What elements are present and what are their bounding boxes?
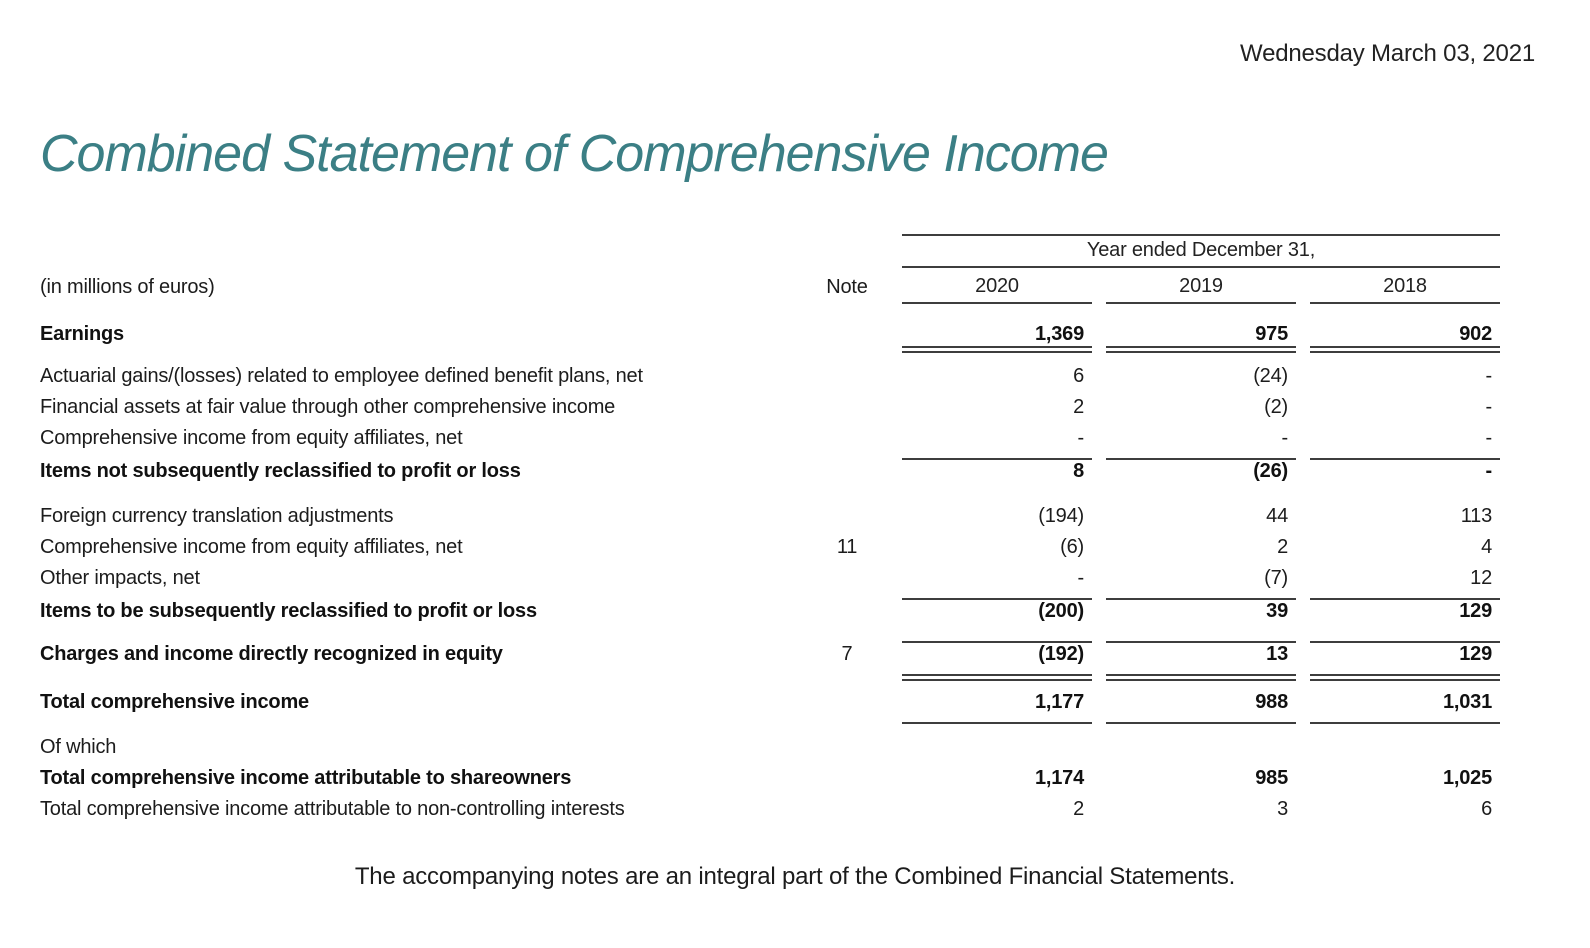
double-rule-row	[40, 346, 1500, 353]
row-label: Comprehensive income from equity affiliates, net	[40, 427, 463, 449]
cell-2018: 12	[1470, 567, 1492, 589]
page-title: Combined Statement of Comprehensive Income	[40, 125, 1108, 183]
row-label: Comprehensive income from equity affiliates, net	[40, 536, 463, 558]
cell-2018: 129	[1459, 643, 1492, 665]
rule-segment	[1310, 346, 1500, 353]
rule-segment	[1310, 722, 1500, 724]
row-label: Earnings	[40, 323, 124, 345]
rule-segment	[902, 674, 1092, 681]
rule-segment	[1310, 674, 1500, 681]
cell-2020: 1,177	[1034, 691, 1084, 713]
row-label: Total comprehensive income attributable to non-controlling interests	[40, 798, 625, 820]
table-row-equity-affiliates-r	[40, 536, 1500, 567]
row-label: Items not subsequently reclassified to profit or loss	[40, 460, 521, 482]
cell-2019: 988	[1255, 691, 1288, 713]
cell-2019: 13	[1266, 643, 1288, 665]
single-rule-row	[40, 722, 1500, 724]
cell-2019: 2	[1277, 536, 1288, 558]
double-rule-row	[40, 674, 1500, 681]
rule-segment	[902, 722, 1092, 724]
cell-2018: 1,031	[1442, 691, 1492, 713]
table-row-items-to-be-reclassified	[40, 600, 1500, 631]
table-row-of-which	[40, 736, 1500, 767]
cell-2019: 3	[1277, 798, 1288, 820]
cell-2020: 2	[1073, 798, 1084, 820]
row-label: Total comprehensive income attributable to shareowners	[40, 767, 572, 789]
unit-label: (in millions of euros)	[40, 276, 215, 298]
row-label: Actuarial gains/(losses) related to employee defined benefit plans, net	[40, 365, 643, 387]
period-header-row	[40, 234, 1500, 268]
cell-2018: 129	[1459, 600, 1492, 622]
year-header-2018: 2018	[1310, 275, 1500, 304]
row-label: Items to be subsequently reclassified to profit or loss	[40, 600, 537, 622]
cell-2020: (6)	[1060, 536, 1084, 558]
cell-2019: 39	[1266, 600, 1288, 622]
rule-segment	[1106, 674, 1296, 681]
row-label: Total comprehensive income	[40, 691, 309, 713]
table-row-attributable-shareowners	[40, 767, 1500, 798]
cell-2020: 2	[1073, 396, 1084, 418]
cell-2020: -	[1077, 567, 1084, 589]
cell-2018: -	[1485, 427, 1492, 449]
document-date: Wednesday March 03, 2021	[1240, 40, 1535, 67]
table-row-total-comprehensive-income	[40, 691, 1500, 722]
year-header-2019: 2019	[1106, 275, 1296, 304]
period-header: Year ended December 31,	[902, 234, 1500, 268]
cell-2019: 985	[1255, 767, 1288, 789]
comprehensive-income-table	[40, 234, 1500, 829]
cell-2020: 1,174	[1034, 767, 1084, 789]
table-row-items-not-reclassified	[40, 460, 1500, 491]
cell-2018: 4	[1481, 536, 1492, 558]
cell-2020: -	[1077, 427, 1084, 449]
cell-2019: 975	[1255, 323, 1288, 345]
row-label: Foreign currency translation adjustments	[40, 505, 394, 527]
cell-2018: -	[1485, 460, 1492, 482]
table-row-actuarial	[40, 365, 1500, 396]
table-row-other-impacts	[40, 567, 1500, 598]
rule-segment	[1106, 722, 1296, 724]
cell-2018: -	[1485, 396, 1492, 418]
accompanying-notes-text: The accompanying notes are an integral part of the Combined Financial Statements.	[354, 863, 1236, 890]
column-header-row	[40, 268, 1500, 304]
row-label: Of which	[40, 736, 117, 758]
rule-segment	[1106, 346, 1296, 353]
cell-2018: 6	[1481, 798, 1492, 820]
cell-2019: (24)	[1253, 365, 1288, 387]
cell-2019: 44	[1266, 505, 1288, 527]
cell-2018: 1,025	[1442, 767, 1492, 789]
table-row-foreign-currency	[40, 505, 1500, 536]
table-row-charges-income-equity	[40, 643, 1500, 674]
cell-2020: 6	[1073, 365, 1084, 387]
cell-2019: (26)	[1253, 460, 1288, 482]
cell-2018: 902	[1459, 323, 1492, 345]
cell-2020: (200)	[1038, 600, 1084, 622]
cell-2020: (192)	[1038, 643, 1084, 665]
cell-2020: (194)	[1038, 505, 1084, 527]
row-note: 11	[836, 536, 858, 558]
table-row-attributable-non-controlling	[40, 798, 1500, 829]
row-note: 7	[841, 643, 853, 665]
row-label: Financial assets at fair value through other comprehensive income	[40, 396, 616, 418]
year-header-2020: 2020	[902, 275, 1092, 304]
table-row-equity-affiliates-nr	[40, 427, 1500, 458]
row-label: Charges and income directly recognized in equity	[40, 643, 503, 665]
row-label: Other impacts, net	[40, 567, 200, 589]
note-column-header: Note	[826, 276, 868, 298]
cell-2020: 1,369	[1034, 323, 1084, 345]
cell-2020: 8	[1073, 460, 1084, 482]
table-row-earnings	[40, 304, 1500, 346]
cell-2019: (2)	[1264, 396, 1288, 418]
cell-2018: -	[1485, 365, 1492, 387]
cell-2019: (7)	[1264, 567, 1288, 589]
rule-segment	[902, 346, 1092, 353]
table-row-financial-assets	[40, 396, 1500, 427]
cell-2018: 113	[1460, 505, 1492, 527]
cell-2019: -	[1281, 427, 1288, 449]
